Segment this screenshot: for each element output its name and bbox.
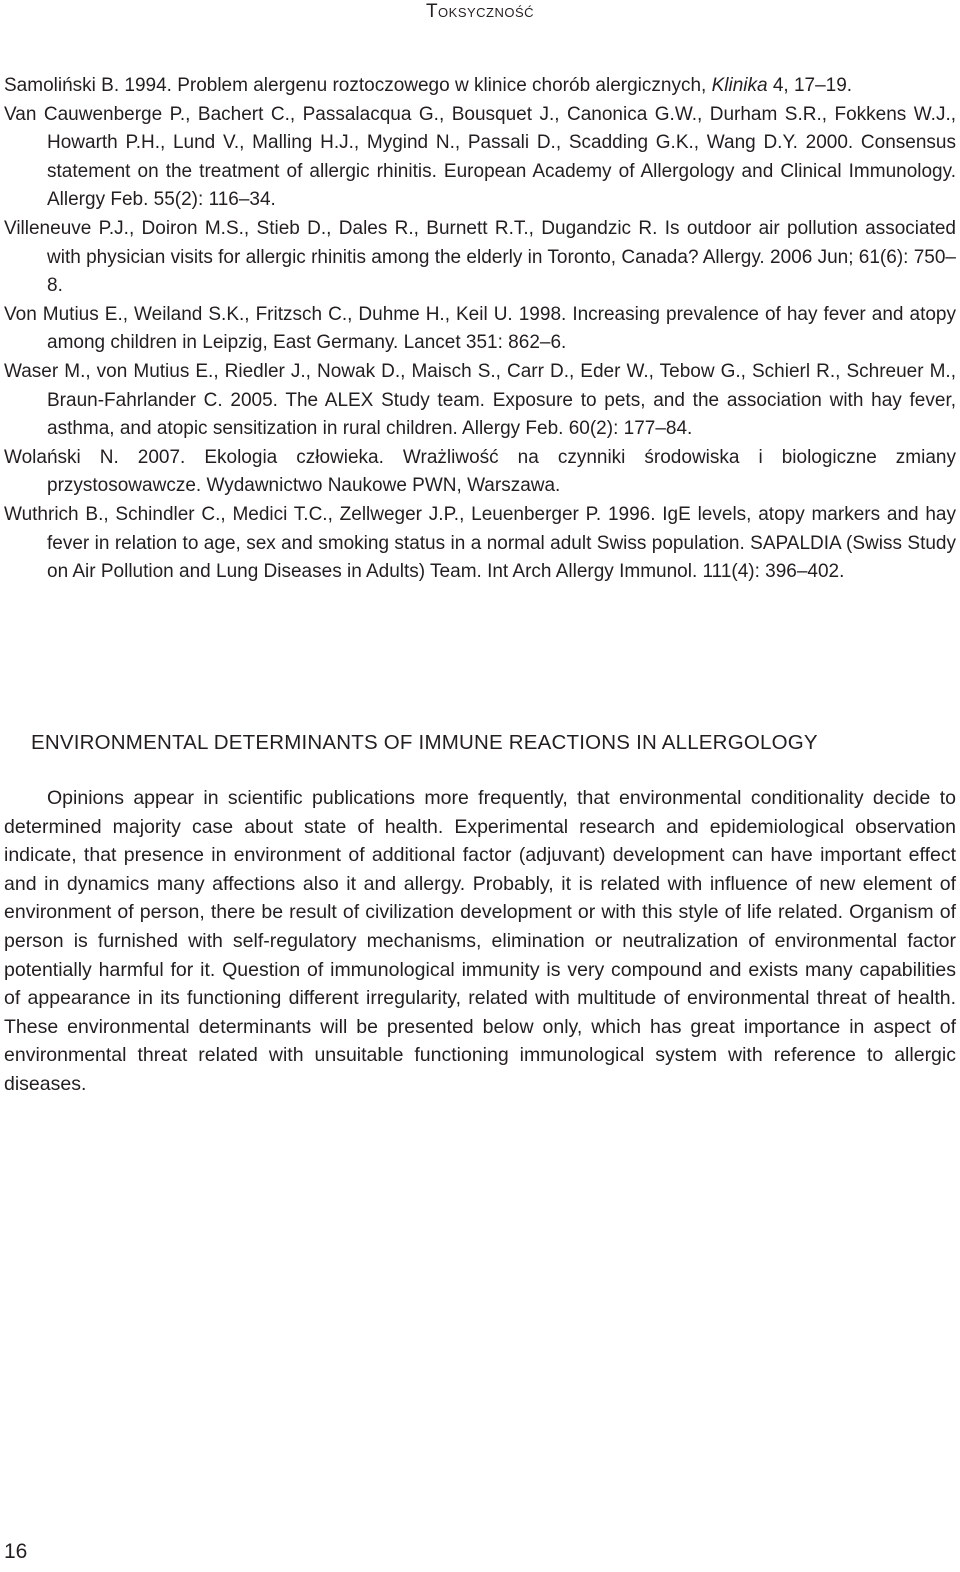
reference-text: Samoliński B. 1994. Problem alergenu roztoczowego w klinice chorób alergicznych, <box>4 75 712 96</box>
reference-item <box>4 444 956 501</box>
reference-list <box>4 72 956 587</box>
running-header: Toksyczność <box>425 1 535 22</box>
reference-item <box>4 101 956 215</box>
section <box>4 728 956 1099</box>
section-heading: ENVIRONMENTAL DETERMINANTS OF IMMUNE REACTIONS IN ALLERGOLOGY <box>31 731 818 754</box>
reference-item <box>4 215 956 301</box>
reference-journal: Klinika <box>711 75 768 96</box>
reference-text: Von Mutius E., Weiland S.K., Fritzsch C., Duhme H., Keil U. 1998. Increasing prevalence of hay fever and atopy among children in Leipzig, East Germany. Lancet 351: 862–6. <box>4 303 956 354</box>
reference-text: Villeneuve P.J., Doiron M.S., Stieb D., Dales R., Burnett R.T., Dugandzic R. Is outdoor air pollution associated with physician visits for allergic rhinitis among the elderly in Toronto, Canada? Allergy. 2006 Jun; 61(6): 750–8. <box>4 217 956 297</box>
reference-text: Van Cauwenberge P., Bachert C., Passalacqua G., Bousquet J., Canonica G.W., Durham S.R., Fokkens W.J., Howarth P.H., Lund V., Malling H.J., Mygind N., Passali D., Scadding G.K., Wang D.Y. 2000. Consensus statement on the treatment of allergic rhinitis. European Academy of Allergology and Clinical Immunology. Allergy Feb. 55(2): 116–34. <box>4 103 956 211</box>
reference-text: Wuthrich B., Schindler C., Medici T.C., Zellweger J.P., Leuenberger P. 1996. IgE levels, atopy markers and hay fever in relation to age, sex and smoking status in a normal adult Swiss population. SAPALDIA (Swiss Study on Air Pollution and Lung Diseases in Adults) Team. Int Arch Allergy Immunol. 111(4): 396–402. <box>4 503 956 583</box>
reference-item <box>4 501 956 587</box>
reference-item <box>4 358 956 444</box>
page-number: 16 <box>4 1540 28 1563</box>
reference-item <box>4 72 956 101</box>
reference-text: Waser M., von Mutius E., Riedler J., Nowak D., Maisch S., Carr D., Eder W., Tebow G., Schierl R., Schreuer M., Braun-Fahrlander C. 2005. The ALEX Study team. Exposure to pets, and the association with hay fever, asthma, and atopic sensitization in rural children. Allergy Feb. 60(2): 177–84. <box>4 360 956 440</box>
section-paragraph: Opinions appear in scientific publications more frequently, that environmental conditionality decide to determined majority case about state of health. Experimental research and epidemiological observation indicate, that presence in environment of additional factor (adjuvant) development can have important effect and in dynamics many affections also it and allergy. Probably, it is related with influence of new element of environment of person, there be result of civilization development or with this style of life related. Organism of person is furnished with self-regulatory mechanisms, elimination or neutralization of environmental factor potentially harmful for it. Question of immunological immunity is very compound and exists many capabilities of appearance in its functioning different irregularity, related with multitude of environmental threat of health. These environmental determinants will be presented below only, which has great importance in aspect of environmental threat related with unsuitable functioning immunological system with reference to allergic diseases. <box>4 787 956 1095</box>
reference-text: Wolański N. 2007. Ekologia człowieka. Wrażliwość na czynniki środowiska i biologiczne zmiany przystosowawcze. Wydawnictwo Naukowe PWN, Warszawa. <box>4 446 956 497</box>
reference-item <box>4 301 956 358</box>
reference-text-tail: 4, 17–19. <box>767 75 853 96</box>
